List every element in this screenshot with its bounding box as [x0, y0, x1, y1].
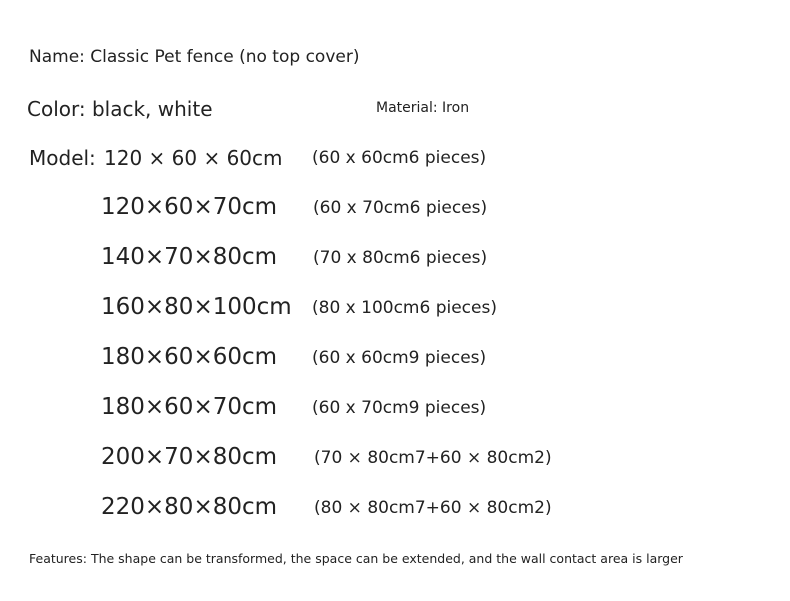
model-label: Model:	[29, 146, 96, 170]
features-value: The shape can be transformed, the space can be extended, and the wall contact area is larger	[90, 551, 683, 566]
model-pieces-6: (60 x 70cm9 pieces)	[312, 398, 487, 418]
model-size-6: 180×60×70cm	[101, 394, 278, 420]
model-size-1: 120 × 60 × 60cm	[104, 146, 283, 170]
color-value: black, white	[91, 97, 213, 121]
name-value: Classic Pet fence (no top cover)	[90, 47, 360, 67]
model-pieces-5: (60 x 60cm9 pieces)	[312, 348, 487, 368]
product-features	[29, 551, 683, 566]
model-pieces-8: (80 × 80cm7+60 × 80cm2)	[314, 498, 552, 518]
color-label: Color:	[27, 97, 92, 121]
model-pieces-4: (80 x 100cm6 pieces)	[312, 298, 497, 318]
material-label: Material:	[376, 100, 443, 116]
model-pieces-7: (70 × 80cm7+60 × 80cm2)	[314, 448, 552, 468]
model-size-3: 140×70×80cm	[101, 244, 278, 270]
product-material	[376, 100, 469, 116]
model-pieces-3: (70 x 80cm6 pieces)	[313, 248, 488, 268]
product-color	[27, 97, 213, 121]
model-pieces-2: (60 x 70cm6 pieces)	[313, 198, 488, 218]
material-value: Iron	[442, 100, 470, 116]
model-size-8: 220×80×80cm	[101, 494, 278, 520]
model-size-4: 160×80×100cm	[101, 294, 292, 320]
model-size-7: 200×70×80cm	[101, 444, 278, 470]
model-pieces-1: (60 x 60cm6 pieces)	[312, 148, 487, 168]
product-name	[29, 47, 359, 67]
features-label: Features:	[29, 551, 91, 566]
model-size-5: 180×60×60cm	[101, 344, 278, 370]
name-label: Name:	[29, 47, 91, 67]
model-size-2: 120×60×70cm	[101, 194, 278, 220]
